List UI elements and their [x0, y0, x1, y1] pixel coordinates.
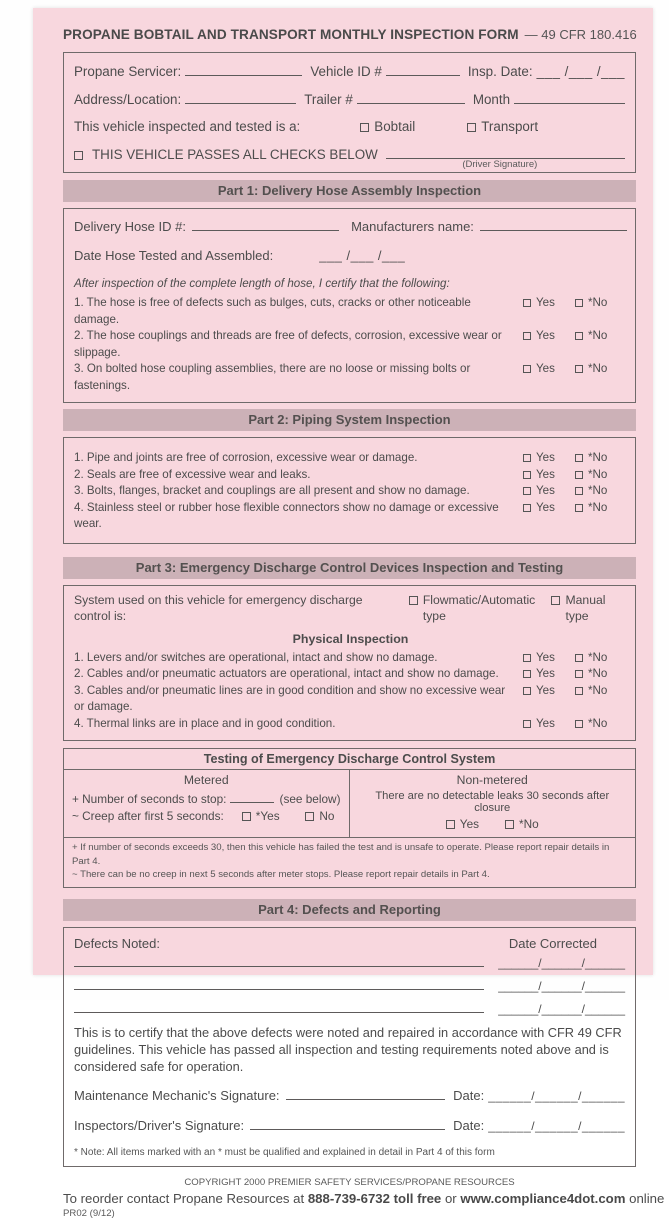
defect-field-3[interactable]: [74, 1001, 484, 1013]
vehicle-id-field[interactable]: [386, 63, 460, 76]
trailer-field[interactable]: [357, 91, 465, 104]
defect-field-2[interactable]: [74, 978, 484, 990]
flowmatic-label: Flowmatic/Automatic type: [422, 592, 536, 623]
part1-item-3-no-checkbox[interactable]: [575, 365, 583, 373]
propane-servicer-label: Propane Servicer:: [74, 64, 182, 79]
vehicle-id-label: Vehicle ID #: [310, 64, 382, 79]
no-label: *No: [588, 667, 608, 680]
creep-row: [72, 809, 341, 823]
servicer-row: [74, 63, 625, 79]
testing-columns: [64, 770, 635, 837]
part1-item-3-text: 3. On bolted hose coupling assemblies, there are no loose or missing bolts or fastenings.: [74, 362, 471, 392]
part3-box: [63, 585, 636, 742]
no-label: *No: [588, 484, 608, 497]
discharge-system-label: System used on this vehicle for emergency discharge control is:: [74, 592, 363, 623]
non-metered-yes-label: Yes: [459, 817, 480, 831]
passes-all-checks-label: THIS VEHICLE PASSES ALL CHECKS BELOW: [92, 147, 378, 162]
yes-label: Yes: [536, 362, 555, 375]
mechanic-date-field[interactable]: ______/______/______: [488, 1088, 625, 1103]
part2-item-4-text: 4. Stainless steel or rubber hose flexible connectors show no damage or excessive wear.: [74, 500, 499, 530]
reorder-online: online: [629, 1190, 665, 1206]
no-label: *No: [588, 650, 608, 664]
yes-label: Yes: [536, 484, 555, 497]
mechanic-signature-label: Maintenance Mechanic's Signature:: [74, 1087, 280, 1103]
part2-item-3-yes-checkbox[interactable]: [523, 487, 531, 495]
form-title-regulation: — 49 CFR 180.416: [524, 27, 637, 42]
part2-box: [63, 437, 636, 544]
no-label: *No: [588, 296, 608, 309]
bobtail-checkbox[interactable]: [360, 123, 369, 132]
part3-item-2: [74, 666, 627, 683]
no-label: *No: [588, 362, 608, 375]
part2-item-4-no-checkbox[interactable]: [575, 504, 583, 512]
part3-item-4-text: 4. Thermal links are in place and in good condition.: [74, 716, 336, 730]
yes-label: Yes: [536, 500, 555, 514]
transport-label: Transport: [481, 119, 539, 134]
manual-type-checkbox[interactable]: [551, 596, 560, 605]
non-metered-header: Non-metered: [456, 773, 528, 787]
defects-noted-label: Defects Noted:: [74, 935, 160, 951]
no-label: *No: [588, 329, 608, 342]
driver-signature-field[interactable]: [386, 146, 625, 159]
creep-no-checkbox[interactable]: [305, 812, 314, 821]
insp-date-label: Insp. Date:: [467, 64, 533, 79]
no-label: *No: [588, 683, 608, 697]
creep-yes-checkbox[interactable]: [242, 812, 251, 821]
yes-label: Yes: [536, 683, 555, 697]
part2-item-3-no-checkbox[interactable]: [575, 487, 583, 495]
part1-item-1-yes-checkbox[interactable]: [523, 299, 531, 307]
creep-label: ~ Creep after first 5 seconds:: [72, 809, 224, 823]
trailer-label: Trailer #: [304, 92, 353, 107]
hose-id-field[interactable]: [192, 218, 339, 231]
part3-item-1: [74, 650, 627, 667]
bobtail-label: Bobtail: [374, 119, 416, 134]
part2-header-bar: Part 2: Piping System Inspection: [63, 409, 636, 431]
flowmatic-checkbox[interactable]: [409, 596, 418, 605]
manufacturer-label: Manufacturers name:: [351, 219, 474, 234]
inspector-date-label: Date:: [453, 1117, 485, 1133]
manual-type-label: Manual type: [565, 592, 606, 623]
no-label: *No: [588, 467, 608, 481]
defect-line-1: [74, 955, 625, 970]
part1-item-2-yes-checkbox[interactable]: [523, 332, 531, 340]
part2-item-3-text: 3. Bolts, flanges, bracket and couplings are all present and show no damage.: [74, 484, 470, 497]
part2-item-2-no-checkbox[interactable]: [575, 471, 583, 479]
part3-item-2-text: 2. Cables and/or pneumatic actuators are operational, intact and show no damage.: [74, 667, 499, 680]
physical-inspection-title: Physical Inspection: [292, 631, 409, 646]
part1-header-bar: Part 1: Delivery Hose Assembly Inspection: [63, 180, 636, 202]
form-code: PR02 (9/12): [63, 1207, 115, 1219]
form-title: PROPANE BOBTAIL AND TRANSPORT MONTHLY INSPECTION FORM: [63, 27, 519, 42]
part2-item-2: [74, 467, 627, 484]
reorder-or: or: [444, 1190, 457, 1206]
mechanic-signature-row: [74, 1087, 625, 1103]
no-label: *No: [588, 500, 608, 514]
part4-header-bar: Part 4: Defects and Reporting: [63, 899, 636, 921]
transport-checkbox[interactable]: [467, 123, 476, 132]
part2-item-2-yes-checkbox[interactable]: [523, 471, 531, 479]
discharge-system-row: [74, 592, 627, 625]
reorder-phone: 888-739-6732 toll free: [307, 1190, 442, 1206]
part3-item-3: [74, 683, 627, 716]
reorder-line: [63, 1190, 665, 1206]
date-corrected-field-2[interactable]: ______/______/______: [498, 978, 625, 993]
inspector-signature-row: [74, 1117, 625, 1133]
part2-item-1-text: 1. Pipe and joints are free of corrosion, excessive wear or damage.: [74, 451, 418, 464]
no-leaks-label: There are no detectable leaks 30 seconds after closure: [375, 790, 610, 814]
part2-item-3: [74, 483, 627, 500]
part3-item-2-no-checkbox[interactable]: [575, 670, 583, 678]
month-label: Month: [472, 92, 511, 107]
address-label: Address/Location:: [74, 92, 182, 107]
non-metered-column: [350, 770, 636, 837]
mechanic-signature-field[interactable]: [286, 1087, 446, 1100]
yes-label: Yes: [536, 467, 555, 481]
reorder-prefix: To reorder contact Propane Resources at: [63, 1190, 305, 1206]
part3-item-1-yes-checkbox[interactable]: [523, 654, 531, 662]
vehicle-type-row: [74, 119, 625, 134]
hose-date-row: [74, 248, 627, 263]
testing-table-title: Testing of Emergency Discharge Control System: [64, 749, 635, 770]
part1-item-1-no-checkbox[interactable]: [575, 299, 583, 307]
yes-label: Yes: [536, 329, 555, 342]
address-field[interactable]: [185, 91, 296, 104]
propane-servicer-field[interactable]: [185, 63, 302, 76]
hose-id-label: Delivery Hose ID #:: [74, 219, 186, 234]
hose-id-row: [74, 218, 627, 234]
driver-signature-caption: (Driver Signature): [462, 159, 538, 170]
part2-item-4: [74, 500, 627, 533]
hose-date-label: Date Hose Tested and Assembled:: [74, 248, 274, 263]
part1-item-1-text: 1. The hose is free of defects such as bulges, cuts, cracks or other noticeable damage.: [74, 296, 471, 326]
part3-item-3-yes-checkbox[interactable]: [523, 687, 531, 695]
mechanic-date-label: Date:: [453, 1087, 485, 1103]
no-label: *No: [588, 451, 608, 464]
testing-table: [63, 748, 636, 888]
reorder-url: www.compliance4dot.com: [460, 1190, 626, 1206]
yes-label: Yes: [536, 296, 555, 309]
date-corrected-field-1[interactable]: ______/______/______: [498, 955, 625, 970]
copyright-line: COPYRIGHT 2000 PREMIER SAFETY SERVICES/PROPANE RESOURCES: [184, 1176, 515, 1188]
inspector-date-field[interactable]: ______/______/______: [488, 1118, 625, 1133]
part1-item-1: [74, 295, 627, 328]
part3-header-bar: Part 3: Emergency Discharge Control Devices Inspection and Testing: [63, 557, 636, 579]
part2-item-1-no-checkbox[interactable]: [575, 454, 583, 462]
metered-header: Metered: [183, 773, 229, 787]
insp-date-field[interactable]: ___ /___ /___: [536, 64, 625, 79]
testing-footnote-1: + If number of seconds exceeds 30, then this vehicle has failed the test and is unsafe to operate. Please report repair details in Part 4.: [72, 842, 610, 867]
part1-box: [63, 208, 636, 403]
testing-footnote-2: ~ There can be no creep in next 5 seconds after meter stops. Please report repair details in Part 4.: [72, 869, 490, 880]
manufacturer-field[interactable]: [480, 218, 627, 231]
yes-label: Yes: [536, 667, 555, 680]
seconds-to-stop-row: [72, 790, 341, 806]
address-row: [74, 91, 625, 107]
part2-item-4-yes-checkbox[interactable]: [523, 504, 531, 512]
date-corrected-label: Date Corrected: [508, 935, 597, 951]
part1-item-2-no-checkbox[interactable]: [575, 332, 583, 340]
no-label: *No: [588, 716, 608, 730]
part1-item-3-yes-checkbox[interactable]: [523, 365, 531, 373]
part1-certify-intro: After inspection of the complete length of hose, I certify that the following:: [74, 277, 450, 290]
non-metered-no-label: *No: [519, 817, 539, 831]
asterisk-note: * Note: All items marked with an * must be qualified and explained in detail in Part 4 of this form: [74, 1146, 495, 1158]
testing-footnotes: [64, 837, 635, 887]
part3-item-3-text: 3. Cables and/or pneumatic lines are in good condition and show no excessive wear or damage.: [74, 683, 506, 713]
defect-line-2: [74, 978, 625, 993]
part1-item-2-text: 2. The hose couplings and threads are free of defects, corrosion, excessive wear or slippage.: [74, 329, 502, 359]
hose-date-field[interactable]: ___ /___ /___: [319, 248, 406, 263]
part3-item-1-no-checkbox[interactable]: [575, 654, 583, 662]
metered-column: [64, 770, 350, 837]
seconds-to-stop-field[interactable]: [230, 790, 273, 803]
inspected-label: This vehicle inspected and tested is a:: [74, 119, 301, 134]
part4-box: [63, 927, 636, 1167]
non-metered-yes-checkbox[interactable]: [446, 820, 455, 829]
inspector-signature-field[interactable]: [250, 1117, 445, 1130]
part2-item-2-text: 2. Seals are free of excessive wear and leaks.: [74, 467, 311, 481]
creep-no-label: No: [319, 809, 335, 823]
creep-yes-label: *Yes: [255, 809, 280, 823]
part2-item-1-yes-checkbox[interactable]: [523, 454, 531, 462]
certification-text: This is to certify that the above defects were noted and repaired in accordance with CFR 49 CFR guidelines. This vehicle has passed all inspection and testing requirements noted above and is considered safe for operation.: [74, 1024, 622, 1074]
part1-item-2: [74, 328, 627, 361]
part3-item-4: [74, 716, 627, 733]
part1-item-3: [74, 361, 627, 394]
defect-field-1[interactable]: [74, 955, 484, 967]
header-info-box: [63, 52, 636, 173]
yes-label: Yes: [536, 451, 555, 464]
part3-item-4-no-checkbox[interactable]: [575, 720, 583, 728]
form-title-row: [63, 27, 636, 42]
non-metered-yn-row: [358, 817, 628, 831]
passes-all-checks-row: [74, 146, 625, 170]
seconds-to-stop-label: + Number of seconds to stop:: [72, 792, 227, 806]
inspector-signature-label: Inspectors/Driver's Signature:: [74, 1117, 245, 1133]
non-metered-no-checkbox[interactable]: [505, 820, 514, 829]
see-below-label: (see below): [279, 792, 341, 806]
part3-item-2-yes-checkbox[interactable]: [523, 670, 531, 678]
month-field[interactable]: [514, 91, 625, 104]
defect-line-3: [74, 1001, 625, 1016]
yes-label: Yes: [536, 716, 555, 730]
part2-item-1: [74, 450, 627, 467]
part3-item-1-text: 1. Levers and/or switches are operational, intact and show no damage.: [74, 650, 438, 664]
defects-header-row: [74, 936, 625, 951]
date-corrected-field-3[interactable]: ______/______/______: [498, 1001, 625, 1016]
part3-item-3-no-checkbox[interactable]: [575, 687, 583, 695]
driver-signature-wrap: [386, 146, 625, 170]
part3-item-4-yes-checkbox[interactable]: [523, 720, 531, 728]
passes-all-checks-checkbox[interactable]: [74, 151, 83, 160]
inspection-form-sheet: [33, 8, 665, 1219]
yes-label: Yes: [536, 650, 555, 664]
